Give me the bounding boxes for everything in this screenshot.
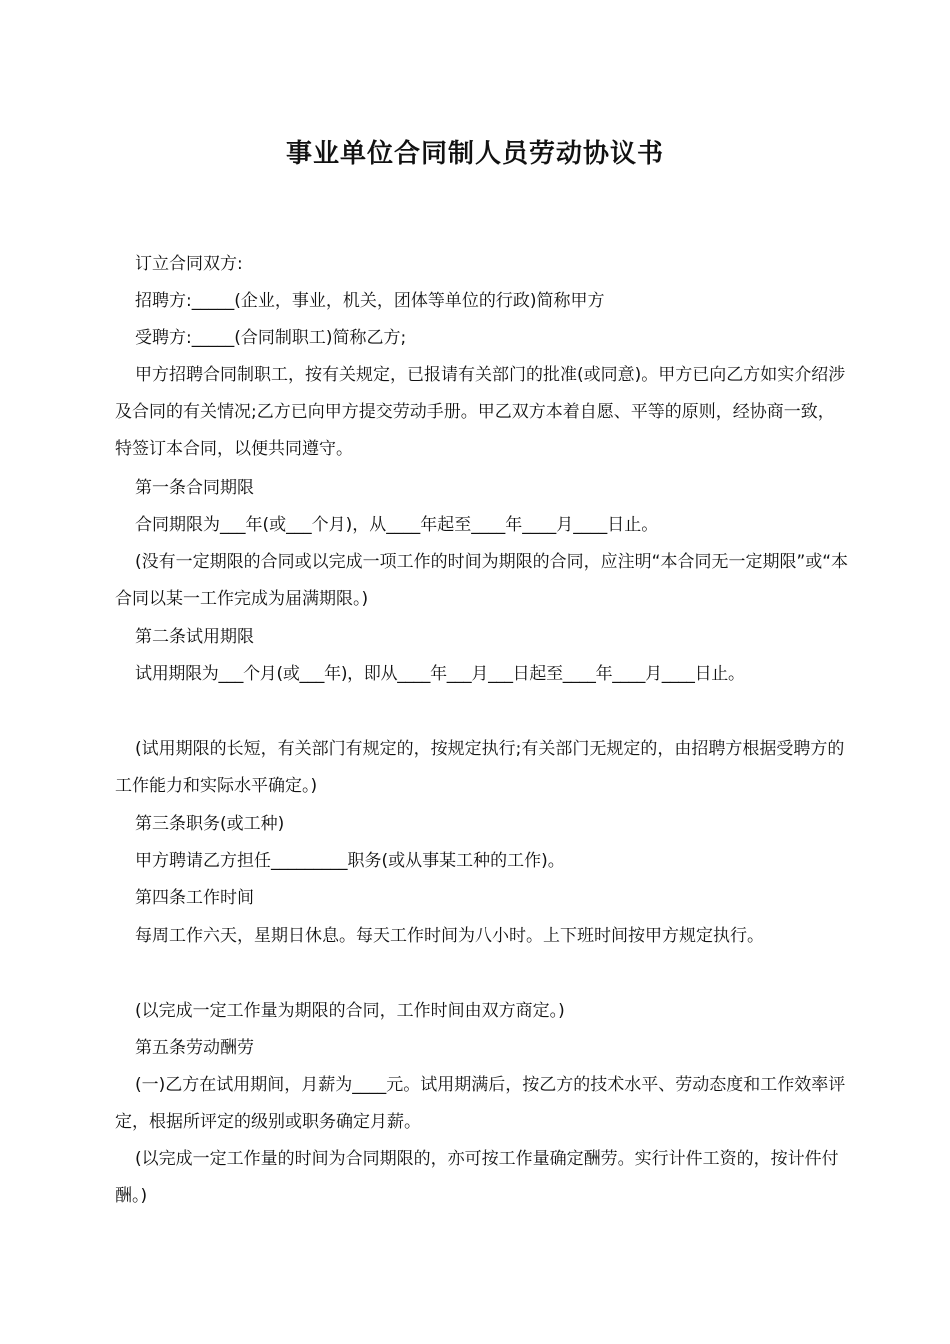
article-3-heading: 第三条职务(或工种) <box>135 814 285 834</box>
paragraph-employer: 招聘方:_____(企业，事业，机关，团体等单位的行政)简称甲方 <box>135 291 605 311</box>
paragraph-parties: 订立合同双方: <box>135 254 243 274</box>
document-title: 事业单位合同制人员劳动协议书 <box>285 139 664 169</box>
article-3-duty: 甲方聘请乙方担任_________职务(或从事某工种的工作)。 <box>135 851 565 871</box>
paragraph-employee: 受聘方:_____(合同制职工)简称乙方; <box>135 328 407 348</box>
article-2-heading: 第二条试用期限 <box>135 627 254 647</box>
article-2-term: 试用期限为___个月(或___年)，即从____年___月___日起至____年____月____日止。 <box>135 664 745 684</box>
article-4-note: (以完成一定工作量为期限的合同，工作时间由双方商定。) <box>135 1001 565 1021</box>
article-4-heading: 第四条工作时间 <box>135 888 254 908</box>
article-4-hours: 每周工作六天，星期日休息。每天工作时间为八小时。上下班时间按甲方规定执行。 <box>135 926 764 946</box>
article-1-heading: 第一条合同期限 <box>135 478 254 498</box>
article-5-heading: 第五条劳动酬劳 <box>135 1038 254 1058</box>
article-5-salary: (一)乙方在试用期间，月薪为____元。试用期满后，按乙方的技术水平、劳动态度和工作效率评定，根据所评定的级别或职务确定月薪。 <box>115 1075 846 1132</box>
article-1-term: 合同期限为___年(或___个月)，从____年起至____年____月____日止。 <box>135 515 659 535</box>
article-2-note: (试用期限的长短，有关部门有规定的，按规定执行;有关部门无规定的，由招聘方根据受聘方的工作能力和实际水平确定。) <box>115 739 845 796</box>
article-1-note: (没有一定期限的合同或以完成一项工作的时间为期限的合同，应注明“本合同无一定期限”或“本合同以某一工作完成为届满期限。) <box>115 552 849 609</box>
article-5-note: (以完成一定工作量的时间为合同期限的，亦可按工作量确定酬劳。实行计件工资的，按计件付酬。) <box>115 1149 839 1206</box>
paragraph-preamble: 甲方招聘合同制职工，按有关规定，已报请有关部门的批准(或同意)。甲方已向乙方如实介绍涉及合同的有关情况;乙方已向甲方提交劳动手册。甲乙双方本着自愿、平等的原则，经协商一致，特签订本合同，以便共同遵守。 <box>115 365 846 459</box>
